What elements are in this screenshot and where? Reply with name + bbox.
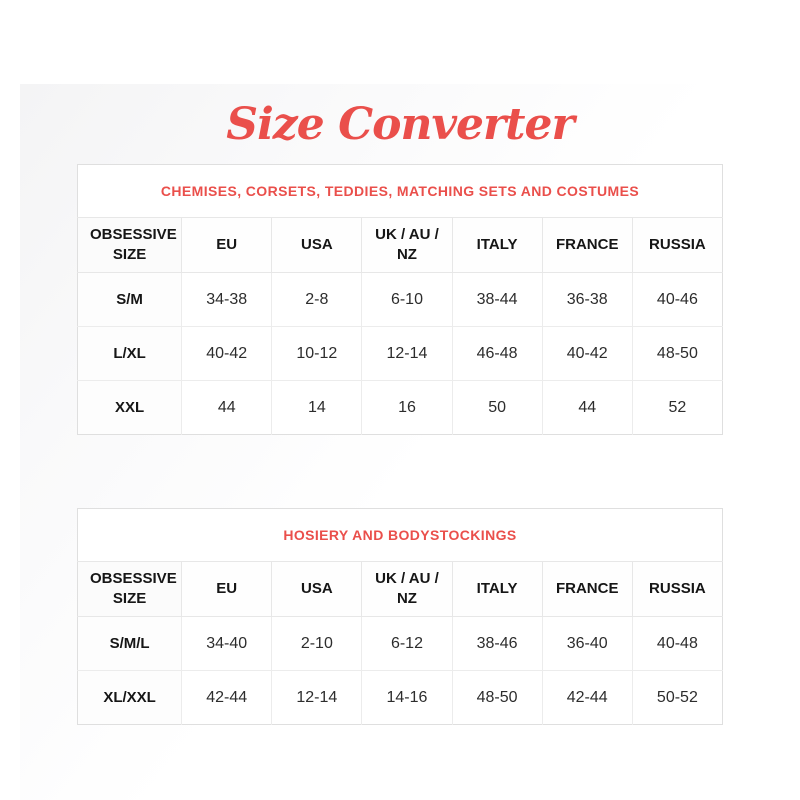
caption-row <box>78 509 723 562</box>
size-value-cell: 40-48 <box>632 617 722 671</box>
size-value-cell: 12-14 <box>272 671 362 725</box>
size-value-cell: 48-50 <box>632 327 722 381</box>
row-label-cell: S/M/L <box>78 617 182 671</box>
size-value-cell: 34-40 <box>182 617 272 671</box>
size-value-cell: 50-52 <box>632 671 722 725</box>
size-conversion-table <box>77 164 723 435</box>
size-value-cell: 16 <box>362 381 452 435</box>
row-label-cell: L/XL <box>78 327 182 381</box>
column-header: OBSESSIVE SIZE <box>78 562 182 617</box>
table-row <box>78 273 723 327</box>
size-value-cell: 36-40 <box>542 617 632 671</box>
size-value-cell: 6-10 <box>362 273 452 327</box>
row-label-cell: S/M <box>78 273 182 327</box>
size-conversion-table <box>77 508 723 725</box>
size-value-cell: 12-14 <box>362 327 452 381</box>
header-row <box>78 562 723 617</box>
column-header: RUSSIA <box>632 562 722 617</box>
page-title: Size Converter <box>226 98 574 150</box>
column-header: UK / AU / NZ <box>362 562 452 617</box>
size-value-cell: 10-12 <box>272 327 362 381</box>
size-value-cell: 34-38 <box>182 273 272 327</box>
size-value-cell: 36-38 <box>542 273 632 327</box>
size-value-cell: 42-44 <box>542 671 632 725</box>
size-value-cell: 50 <box>452 381 542 435</box>
header-row <box>78 218 723 273</box>
row-label-cell: XXL <box>78 381 182 435</box>
column-header: ITALY <box>452 562 542 617</box>
size-value-cell: 40-42 <box>182 327 272 381</box>
size-value-cell: 2-8 <box>272 273 362 327</box>
size-value-cell: 40-42 <box>542 327 632 381</box>
size-value-cell: 52 <box>632 381 722 435</box>
column-header: USA <box>272 562 362 617</box>
size-value-cell: 38-46 <box>452 617 542 671</box>
column-header: ITALY <box>452 218 542 273</box>
column-header: EU <box>182 562 272 617</box>
size-value-cell: 40-46 <box>632 273 722 327</box>
table-row <box>78 327 723 381</box>
table-caption: CHEMISES, CORSETS, TEDDIES, MATCHING SETS AND COSTUMES <box>78 165 723 218</box>
table-row <box>78 617 723 671</box>
size-value-cell: 38-44 <box>452 273 542 327</box>
table-caption: HOSIERY AND BODYSTOCKINGS <box>78 509 723 562</box>
size-value-cell: 48-50 <box>452 671 542 725</box>
size-value-cell: 44 <box>542 381 632 435</box>
caption-row <box>78 165 723 218</box>
column-header: OBSESSIVE SIZE <box>78 218 182 273</box>
size-value-cell: 46-48 <box>452 327 542 381</box>
size-value-cell: 14-16 <box>362 671 452 725</box>
column-header: EU <box>182 218 272 273</box>
size-value-cell: 2-10 <box>272 617 362 671</box>
column-header: USA <box>272 218 362 273</box>
column-header: UK / AU / NZ <box>362 218 452 273</box>
size-tables-section <box>0 164 800 725</box>
row-label-cell: XL/XXL <box>78 671 182 725</box>
table-row <box>78 381 723 435</box>
size-value-cell: 6-12 <box>362 617 452 671</box>
size-value-cell: 14 <box>272 381 362 435</box>
column-header: RUSSIA <box>632 218 722 273</box>
column-header: FRANCE <box>542 562 632 617</box>
size-value-cell: 44 <box>182 381 272 435</box>
size-value-cell: 42-44 <box>182 671 272 725</box>
table-row <box>78 671 723 725</box>
column-header: FRANCE <box>542 218 632 273</box>
